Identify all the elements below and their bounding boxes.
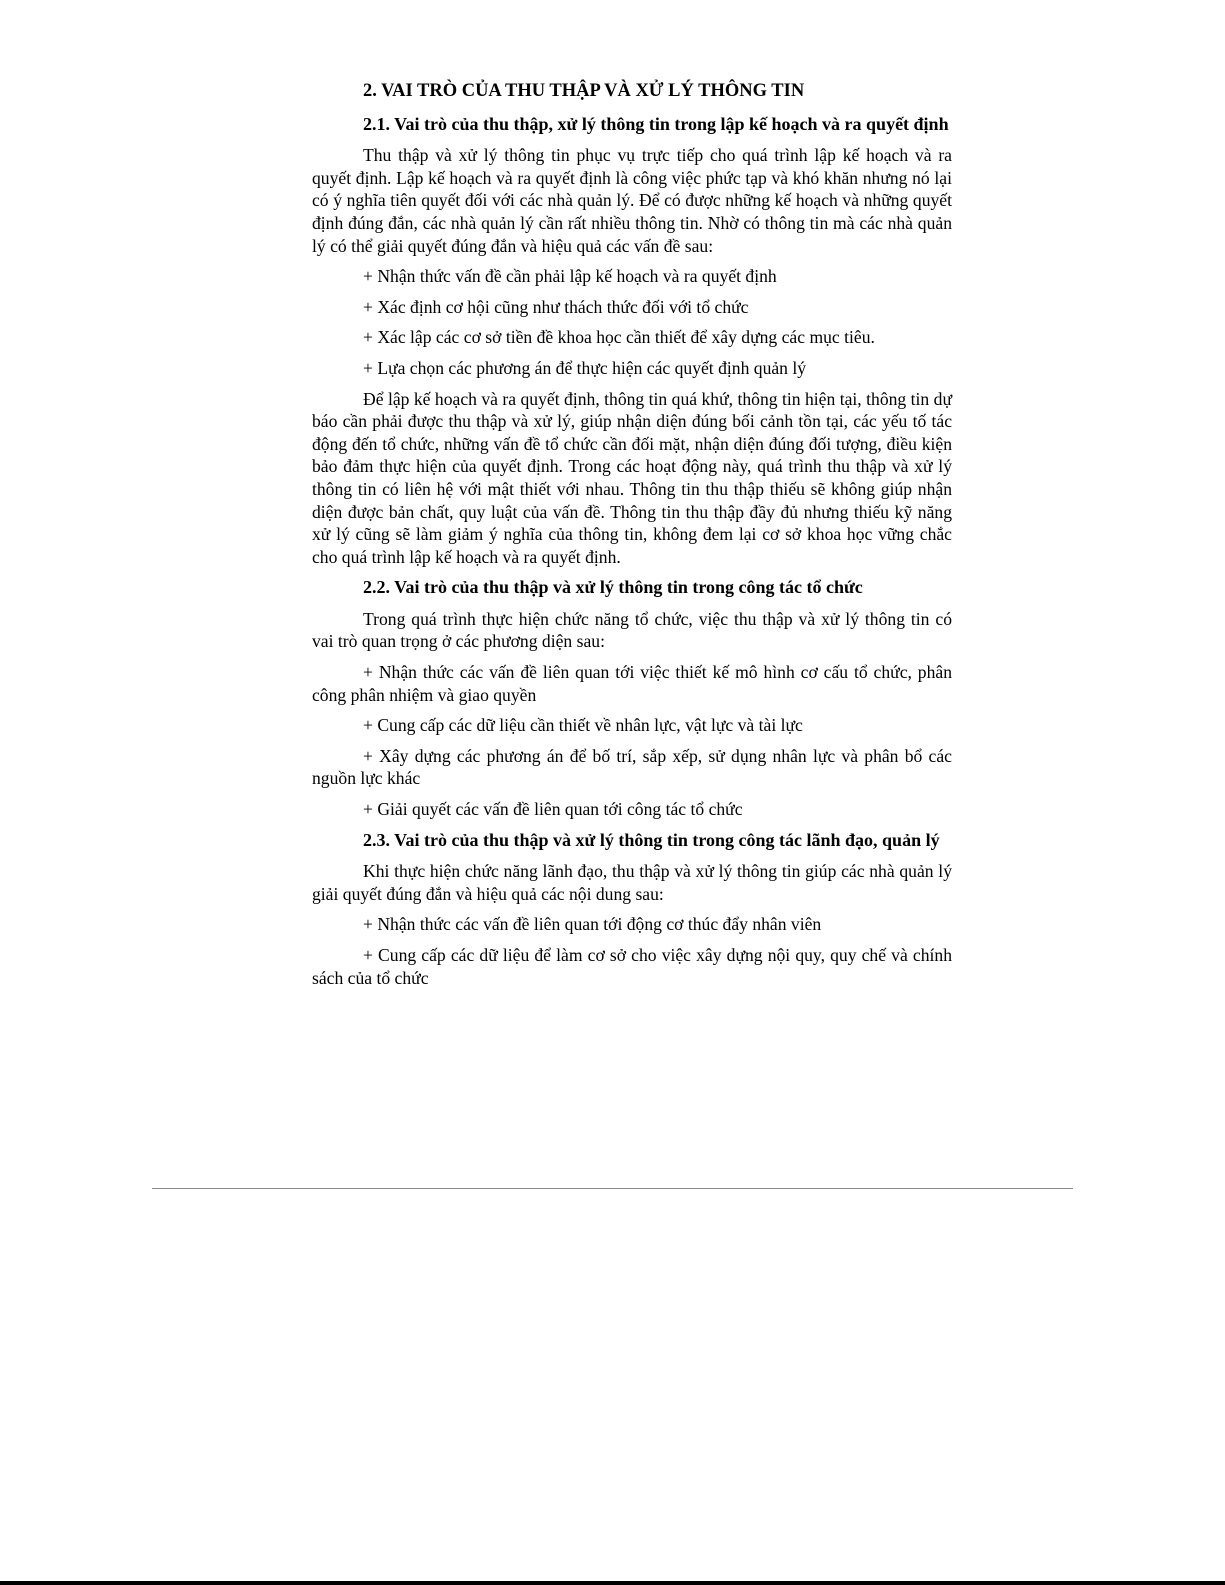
document-page	[312, 80, 952, 997]
subsection-heading-2-1: 2.1. Vai trò của thu thập, xử lý thông tin trong lập kế hoạch và ra quyết định	[363, 113, 949, 134]
bullet-item: + Cung cấp các dữ liệu cần thiết về nhân lực, vật lực và tài lực	[363, 715, 803, 736]
bullet-item: + Nhận thức các vấn đề liên quan tới động cơ thúc đẩy nhân viên	[363, 914, 822, 935]
bullet-item: + Xác định cơ hội cũng như thách thức đối với tổ chức	[363, 296, 749, 317]
section-title: 2. VAI TRÒ CỦA THU THẬP VÀ XỬ LÝ THÔNG TIN	[363, 81, 805, 101]
paragraph: Thu thập và xử lý thông tin phục vụ trực tiếp cho quá trình lập kế hoạch và ra quyết định. Lập kế hoạch và ra quyết định là công việc phức tạp và khó khăn nhưng nó lại có ý nghĩa tiên quyết đối với các nhà quản lý. Để có được những kế hoạch và những quyết định đúng đắn, các nhà quản lý cần rất nhiều thông tin. Nhờ có thông tin mà các nhà quản lý có thể giải quyết đúng đắn và hiệu quả các vấn đề sau:	[312, 145, 952, 256]
subsection-heading-2-2: 2.2. Vai trò của thu thập và xử lý thông tin trong công tác tổ chức	[363, 577, 863, 598]
page-bottom-edge	[0, 1581, 1225, 1585]
bullet-item: + Xây dựng các phương án để bố trí, sắp xếp, sử dụng nhân lực và phân bổ các nguồn lực khác	[312, 745, 952, 789]
bullet-item: + Xác lập các cơ sở tiền đề khoa học cần thiết để xây dựng các mục tiêu.	[363, 327, 875, 348]
bullet-item: + Cung cấp các dữ liệu để làm cơ sở cho việc xây dựng nội quy, quy chế và chính sách của tổ chức	[312, 945, 952, 988]
paragraph: Khi thực hiện chức năng lãnh đạo, thu thập và xử lý thông tin giúp các nhà quản lý giải quyết đúng đắn và hiệu quả các nội dung sau:	[312, 861, 952, 904]
bullet-item: + Nhận thức vấn đề cần phải lập kế hoạch và ra quyết định	[363, 266, 777, 287]
subsection-heading-2-3: 2.3. Vai trò của thu thập và xử lý thông tin trong công tác lãnh đạo, quản lý	[363, 829, 940, 850]
page-divider	[152, 1188, 1073, 1189]
bullet-item: + Lựa chọn các phương án để thực hiện các quyết định quản lý	[363, 357, 807, 378]
bullet-item: + Nhận thức các vấn đề liên quan tới việc thiết kế mô hình cơ cấu tổ chức, phân công phân nhiệm và giao quyền	[312, 662, 952, 705]
paragraph: Trong quá trình thực hiện chức năng tổ chức, việc thu thập và xử lý thông tin có vai trò quan trọng ở các phương diện sau:	[312, 608, 952, 652]
paragraph: Để lập kế hoạch và ra quyết định, thông tin quá khứ, thông tin hiện tại, thông tin dự báo cần phải được thu thập và xử lý, giúp nhận diện đúng bối cảnh tồn tại, các yếu tố tác động đến tổ chức, những vấn đề tổ chức cần đối mặt, nhận diện đúng đối tượng, điều kiện bảo đảm thực hiện của quyết định. Trong các hoạt động này, quá trình thu thập và xử lý thông tin có liên hệ với mật thiết với nhau. Thông tin thu thập thiếu sẽ không giúp nhận diện được bản chất, quy luật của vấn đề. Thông tin thu thập đầy đủ nhưng thiếu kỹ năng xử lý cũng sẽ làm giảm ý nghĩa của thông tin, không đem lại cơ sở khoa học vững chắc cho quá trình lập kế hoạch và ra quyết định.	[312, 388, 952, 567]
bullet-item: + Giải quyết các vấn đề liên quan tới công tác tổ chức	[363, 799, 743, 820]
